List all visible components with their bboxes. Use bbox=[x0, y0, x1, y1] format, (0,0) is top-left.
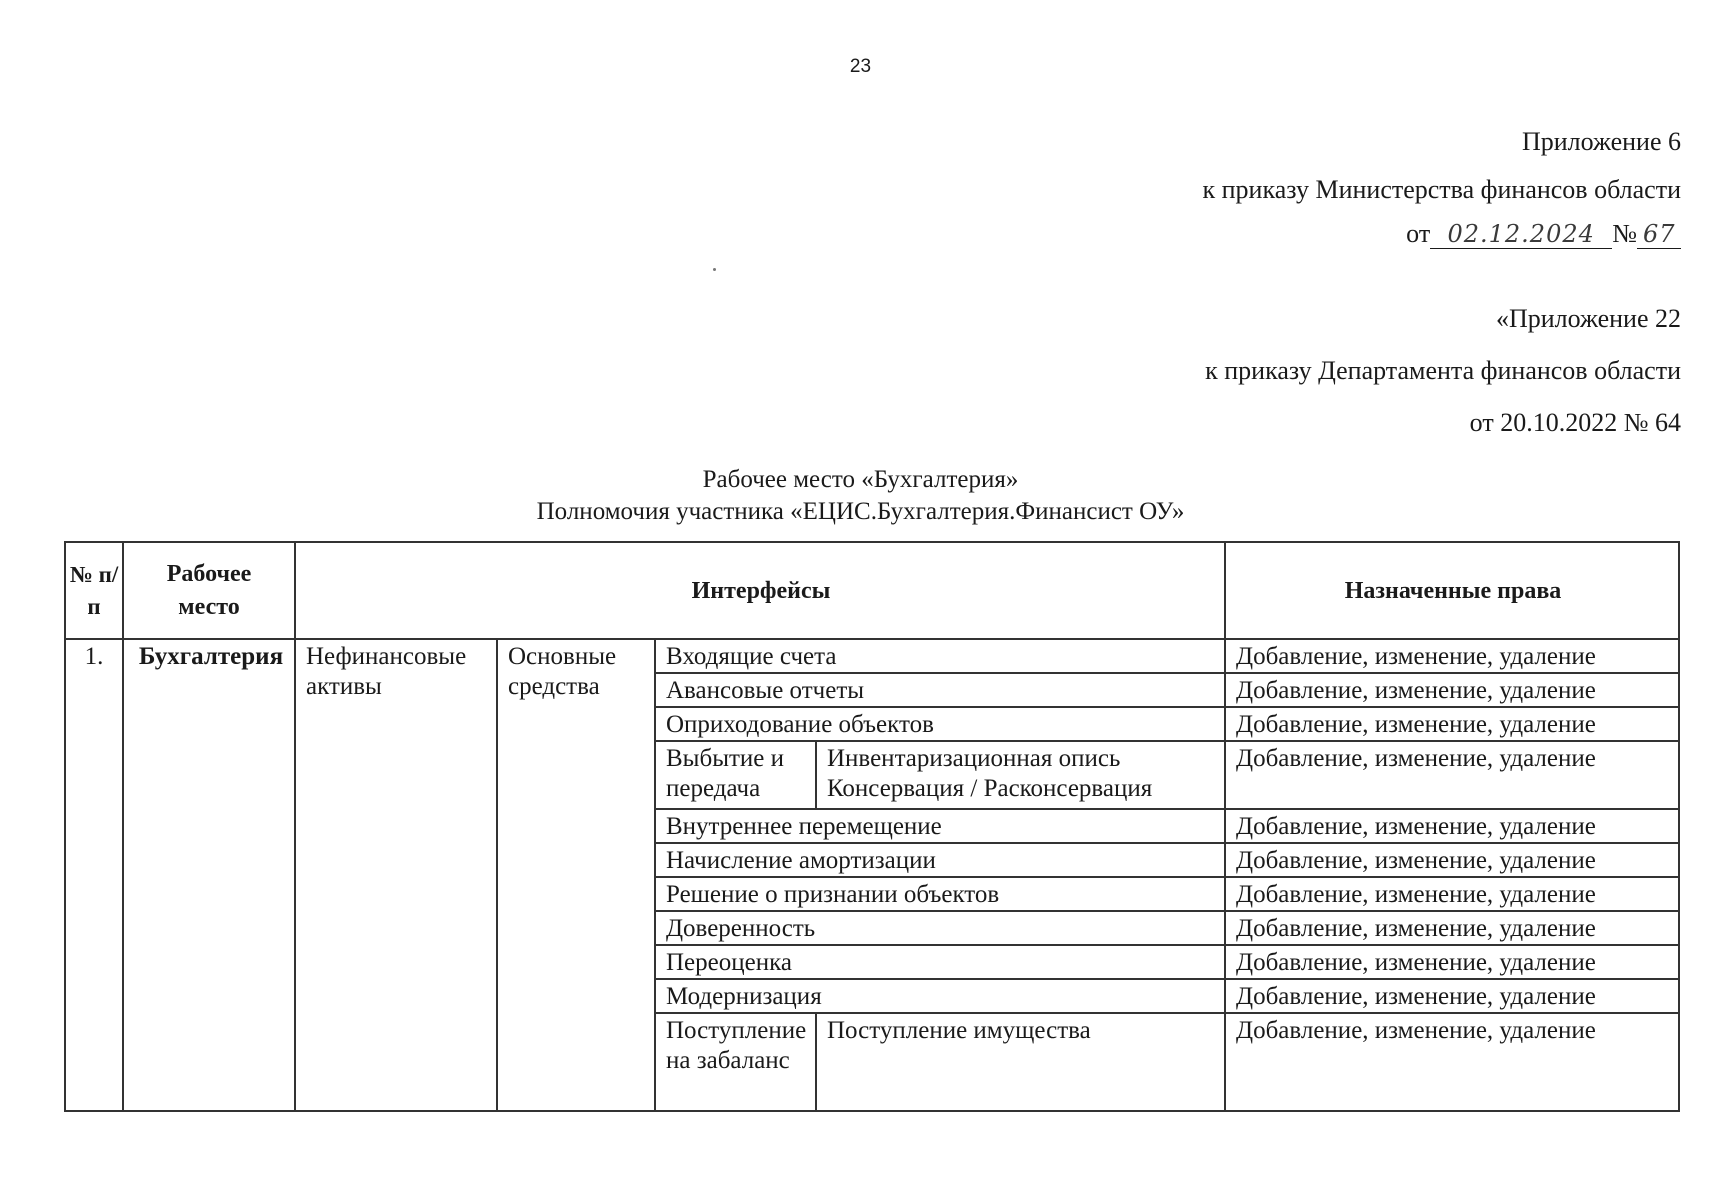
appendix-order: к приказу Министерства финансов области bbox=[1202, 175, 1681, 204]
interface-item: Решение о признании объектов bbox=[655, 877, 1225, 911]
handwritten-date: 02.12.2024 bbox=[1430, 220, 1612, 249]
rights-cell: Добавление, изменение, удаление bbox=[1225, 809, 1679, 843]
appendix-header bbox=[1203, 128, 1682, 249]
interface-item: Входящие счета bbox=[655, 639, 1225, 673]
table-row bbox=[65, 639, 1679, 673]
rights-cell: Добавление, изменение, удаление bbox=[1225, 639, 1679, 673]
number-sign: № bbox=[1612, 219, 1637, 248]
interface-group: Поступление на забаланс bbox=[655, 1013, 816, 1111]
interface-subitem: Инвентаризационная опись bbox=[827, 745, 1121, 772]
previous-appendix-date: от 20.10.2022 № 64 bbox=[1469, 408, 1681, 437]
header-interfaces: Интерфейсы bbox=[295, 542, 1225, 639]
rights-cell: Добавление, изменение, удаление bbox=[1225, 877, 1679, 911]
workplace-cell: Бухгалтерия bbox=[123, 639, 295, 1111]
interface-item: Авансовые отчеты bbox=[655, 673, 1225, 707]
scan-speck bbox=[713, 268, 716, 271]
rights-cell: Добавление, изменение, удаление bbox=[1225, 673, 1679, 707]
interface-item: Оприходование объектов bbox=[655, 707, 1225, 741]
row-number: 1. bbox=[65, 639, 123, 1111]
interface-item: Модернизация bbox=[655, 979, 1225, 1013]
rights-cell: Добавление, изменение, удаление bbox=[1225, 911, 1679, 945]
appendix-title: Приложение 6 bbox=[1521, 127, 1681, 156]
rights-cell: Добавление, изменение, удаление bbox=[1225, 1013, 1679, 1111]
previous-appendix-order: к приказу Департамента финансов области bbox=[1205, 356, 1681, 385]
interface-item: Внутреннее перемещение bbox=[655, 809, 1225, 843]
date-prefix: от bbox=[1406, 219, 1431, 248]
table-header-row bbox=[65, 542, 1679, 639]
interface-subitem: Поступление имущества bbox=[816, 1013, 1225, 1111]
appendix-date-line bbox=[1203, 220, 1682, 249]
header-workplace: Рабочее место bbox=[123, 542, 295, 639]
rights-cell: Добавление, изменение, удаление bbox=[1225, 945, 1679, 979]
previous-appendix-header bbox=[1205, 305, 1681, 437]
rights-cell: Добавление, изменение, удаление bbox=[1225, 843, 1679, 877]
handwritten-number: 67 bbox=[1637, 220, 1681, 249]
interface-group: Выбытие и передача bbox=[655, 741, 816, 809]
header-num: № п/п bbox=[65, 542, 123, 639]
document-title: Рабочее место «Бухгалтерия» bbox=[702, 466, 1019, 493]
document-subtitle: Полномочия участника «ЕЦИС.Бухгалтерия.Финансист ОУ» bbox=[536, 498, 1185, 525]
rights-cell: Добавление, изменение, удаление bbox=[1225, 979, 1679, 1013]
interface-subitem: Консервация / Расконсервация bbox=[827, 775, 1153, 802]
page-number: 23 bbox=[849, 56, 872, 77]
rights-cell: Добавление, изменение, удаление bbox=[1225, 741, 1679, 809]
previous-appendix-title: «Приложение 22 bbox=[1495, 304, 1681, 333]
header-rights: Назначенные права bbox=[1225, 542, 1679, 639]
section-cell: Нефинансовые активы bbox=[295, 639, 497, 1111]
interface-item: Начисление амортизации bbox=[655, 843, 1225, 877]
rights-cell: Добавление, изменение, удаление bbox=[1225, 707, 1679, 741]
interface-item: Доверенность bbox=[655, 911, 1225, 945]
interface-item: Переоценка bbox=[655, 945, 1225, 979]
interface-subitems bbox=[816, 741, 1225, 809]
permissions-table bbox=[64, 541, 1680, 1112]
subsection-cell: Основные средства bbox=[497, 639, 655, 1111]
